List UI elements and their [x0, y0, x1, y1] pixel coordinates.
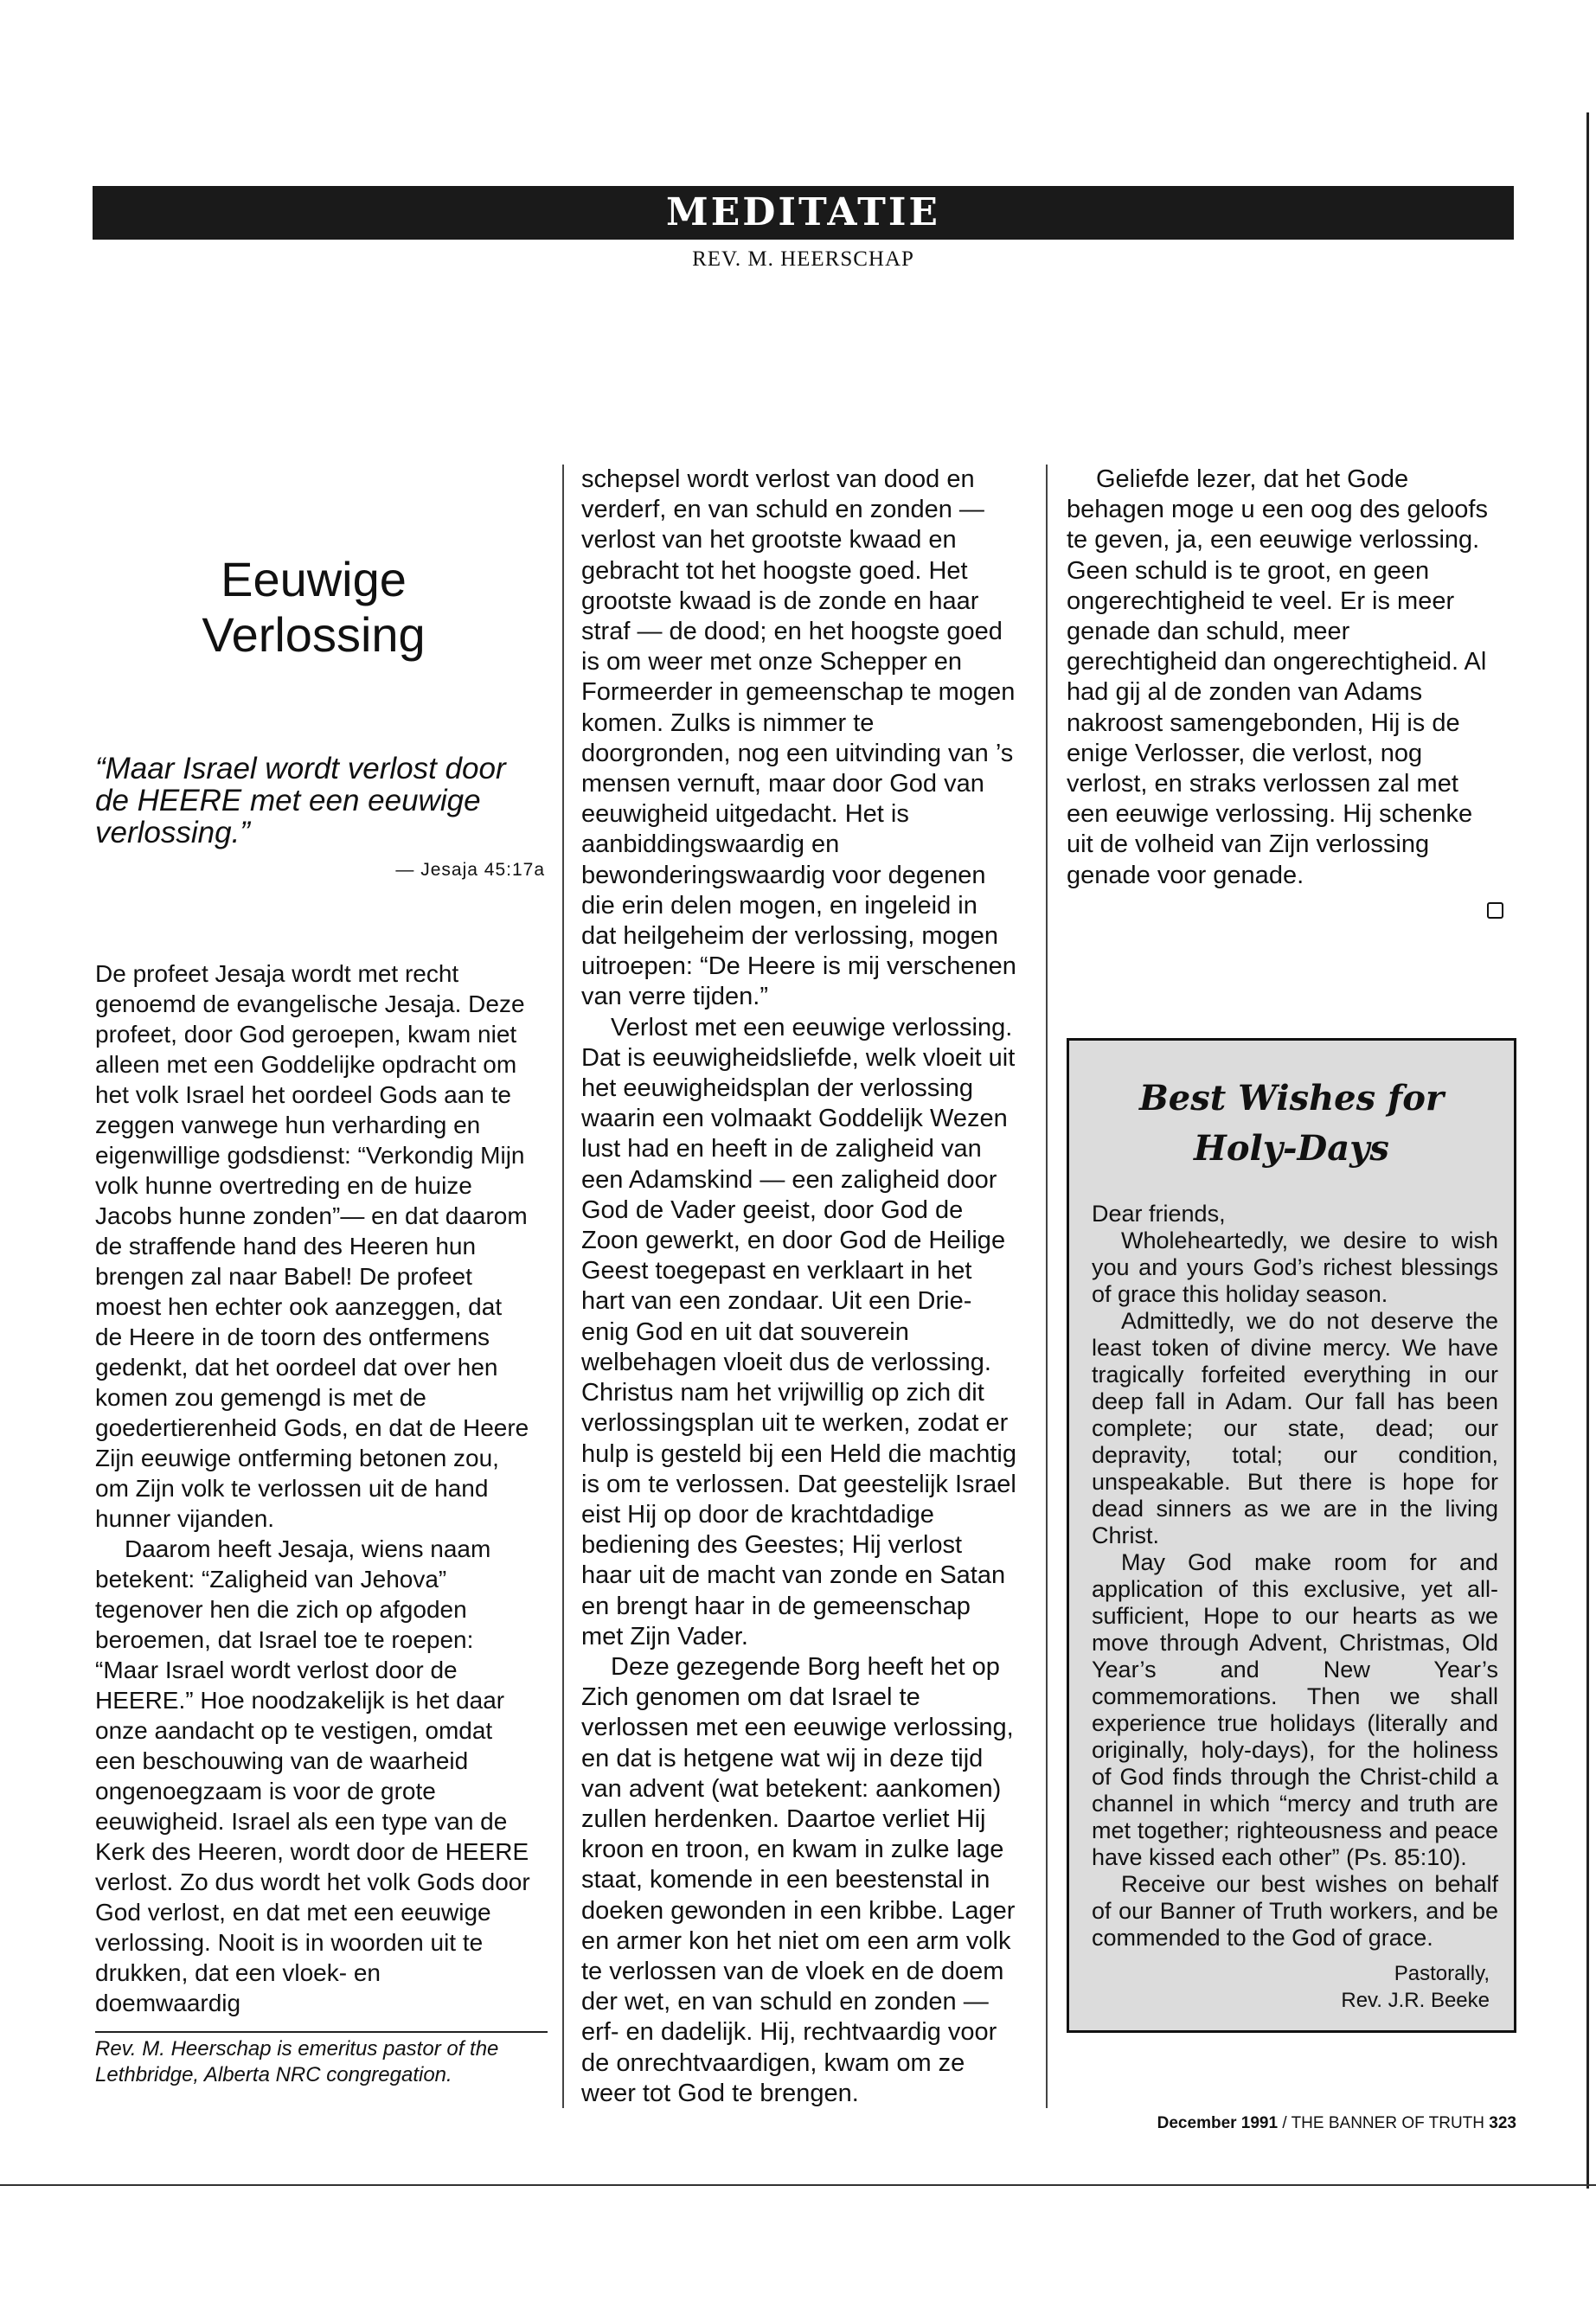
publication-name: / THE BANNER OF TRUTH — [1282, 2114, 1485, 2132]
page-bottom-edge — [0, 2184, 1596, 2186]
holiday-greeting-box — [1067, 1038, 1516, 2033]
epigraph-reference: — Jesaja 45:17a — [395, 860, 545, 880]
box-title-line-1: Best Wishes for — [1138, 1078, 1445, 1118]
paragraph: Receive our best wishes on behalf of our Banner of Truth workers, and be commended to the God of grace. — [1092, 1871, 1498, 1951]
page-edge — [1586, 112, 1589, 2189]
paragraph: Daarom heeft Jesaja, wiens naam betekent: “Zaligheid van Jehova” tegenover hen die zich op afgoden beroemen, dat Israel toe te roepen: “Maar Israel wordt verlost door de HEERE.” Hoe noodzakelijk is het daar onze aandacht op te vestigen, omdat een beschouwing van de waarheid ongenoegzaam is voor de grote eeuwigheid. Israel als een type van de Kerk des Heeren, wordt door de HEERE verlost. Zo dus wordt het volk Gods door God verlost, en dat met een eeuwige verlossing. Nooit is in woorden uit te drukken, dat een vloek- en doemwaardig — [95, 1535, 530, 2016]
paragraph: schepsel wordt verlost van dood en verderf, en van schuld en zonden — verlost van het grootste kwaad en gebracht tot het hoogste goed. Het grootste kwaad is de zonde en haar straf — de dood; en het hoogste goed is om weer met onze Schepper en Formeerder in gemeenschap te mogen komen. Zulks is nimmer te doorgronden, nog een uitvinding van ’s mensen vernuft, maar door God van eeuwigheid uitgedacht. Het is aanbiddingswaardig en bewonderingswaardig voor degenen die erin delen mogen, en ingeleid in dat heilgeheim der verlossing, mogen uitroepen: “De Heere is mij verschenen van verre tijden.” — [581, 465, 1016, 1011]
author-byline: REV. M. HEERSCHAP — [692, 247, 914, 271]
page-footer — [926, 2114, 1516, 2133]
section-banner: MEDITATIE — [93, 186, 1514, 240]
closing: Pastorally, — [1394, 1962, 1490, 1985]
footnote-divider — [95, 2031, 548, 2033]
end-of-article — [1067, 896, 1503, 926]
column-divider-1 — [562, 465, 564, 2108]
issue-date: December 1991 — [1157, 2114, 1279, 2132]
signature: Rev. J.R. Beeke — [1341, 1989, 1490, 2012]
title-line-1: Eeuwige — [221, 551, 407, 606]
paragraph: Admittedly, we do not deserve the least token of divine mercy. We have tragically forfeited everything in our deep fall in Adam. Our fall has been complete; our state, dead; our depravity, total; our condition, unspeakable. But there is hope for dead sinners as we are in the living Christ. — [1092, 1308, 1498, 1548]
column-3 — [1067, 465, 1503, 926]
sign-off — [1092, 1960, 1498, 2014]
article-title — [95, 552, 532, 663]
paragraph: Geliefde lezer, dat het Gode behagen moge u een oog des geloofs te geven, ja, een eeuwige verlossing. Geen schuld is te groot, en geen ongerechtigheid te veel. Er is meer genade dan schuld, meer gerechtigheid dan ongerechtigheid. Al had gij al de zonden van Adams nakroost samengebonden, Hij is de enige Verlosser, die verlost, nog verlost, en straks verlossen zal met een eeuwige verlossing. Hij schenke uit de volheid van Zijn verlossing genade voor genade. — [1067, 465, 1488, 889]
end-square-icon — [1487, 902, 1503, 919]
page-number: 323 — [1489, 2114, 1516, 2132]
paragraph: De profeet Jesaja wordt met recht genoemd de evangelische Jesaja. Deze profeet, door God geroepen, kwam niet alleen met een Goddelijke opdracht om het volk Israel het oordeel Gods aan te zeggen vanwege hun verharding en eigenwillige godsdienst: “Verkondig Mijn volk hunne overtreding en de huize Jacobs hunne zonden”— en dat daarom de straffende hand des Heeren hun brengen zal naar Babel! De profeet moest hen echter ook aanzeggen, dat de Heere in de toorn des ontfermens gedenkt, dat het oordeel dat over hen komen zou gemengd is met de goedertierenheid Gods, en dat de Heere Zijn eeuwige ontferming betonen zou, om Zijn volk te verlossen uit de hand hunner vijanden. — [95, 960, 529, 1532]
paragraph: Wholeheartedly, we desire to wish you and yours God’s richest blessings of grace this holiday season. — [1092, 1227, 1498, 1307]
paragraph: May God make room for and application of this exclusive, yet all-sufficient, Hope to our hearts as we move through Advent, Christmas, Old Year’s and New Year’s commemorations. Then we shall experience true holidays (literally and originally, holy-days), for the holiness of God finds through the Christ-child a channel in which “mercy and truth are met together; righteousness and peace have kissed each other” (Ps. 85:10). — [1092, 1549, 1498, 1870]
column-2 — [581, 465, 1018, 2109]
paragraph: Deze gezegende Borg heeft het op Zich genomen om dat Israel te verlossen met een eeuwige verlossing, en dat is hetgene wat wij in deze tijd van advent (wat betekent: aankomen) zullen herdenken. Daartoe verliet Hij kroon en troon, en kwam in zulke lage staat, komende in een beestenstal in doeken gewonden in een kribbe. Lager en armer kon het niet om een arm volk te verlossen van de vloek en de doem der wet, en van schuld en zonden — erf- en dadelijk. Hij, rechtvaardig voor de onrechtvaardigen, kwam om ze weer tot God te brengen. — [581, 1652, 1016, 2107]
salutation: Dear friends, — [1092, 1201, 1226, 1227]
box-body — [1092, 1201, 1498, 2014]
column-1 — [95, 958, 532, 2018]
box-title-line-2: Holy-Days — [1194, 1128, 1389, 1169]
paragraph: Verlost met een eeuwige verlossing. Dat is eeuwigheidsliefde, welk vloeit uit het eeuwigheidsplan der verlossing waarin een volmaakt Goddelijk Wezen lust had en heeft in de zaligheid van een Adamskind — een zaligheid door God de Vader geeist, door God de Zoon gewerkt, en door God de Heilige Geest toegepast en verklaart in het hart van een zondaar. Uit een Drie-enig God en uit dat souverein welbehagen vloeit dus de verlossing. Christus nam het vrijwillig op zich dit verlossingsplan uit te werken, zodat er hulp is gesteld bij een Held die machtig is om te verlossen. Dat geestelijk Israel eist Hij op door de krachtdadige bediening des Geestes; Hij verlost haar uit de macht van zonde en Satan en brengt haar in de gemeenschap met Zijn Vader. — [581, 1013, 1016, 1650]
epigraph-quote: “Maar Israel wordt verlost door de HEERE met een eeuwige verlossing.” — [95, 752, 506, 849]
box-title — [1069, 1074, 1514, 1174]
column-divider-2 — [1046, 465, 1048, 2108]
title-line-2: Verlossing — [202, 606, 426, 662]
author-footnote: Rev. M. Heerschap is emeritus pastor of the Lethbridge, Alberta NRC congregation. — [95, 2037, 499, 2086]
